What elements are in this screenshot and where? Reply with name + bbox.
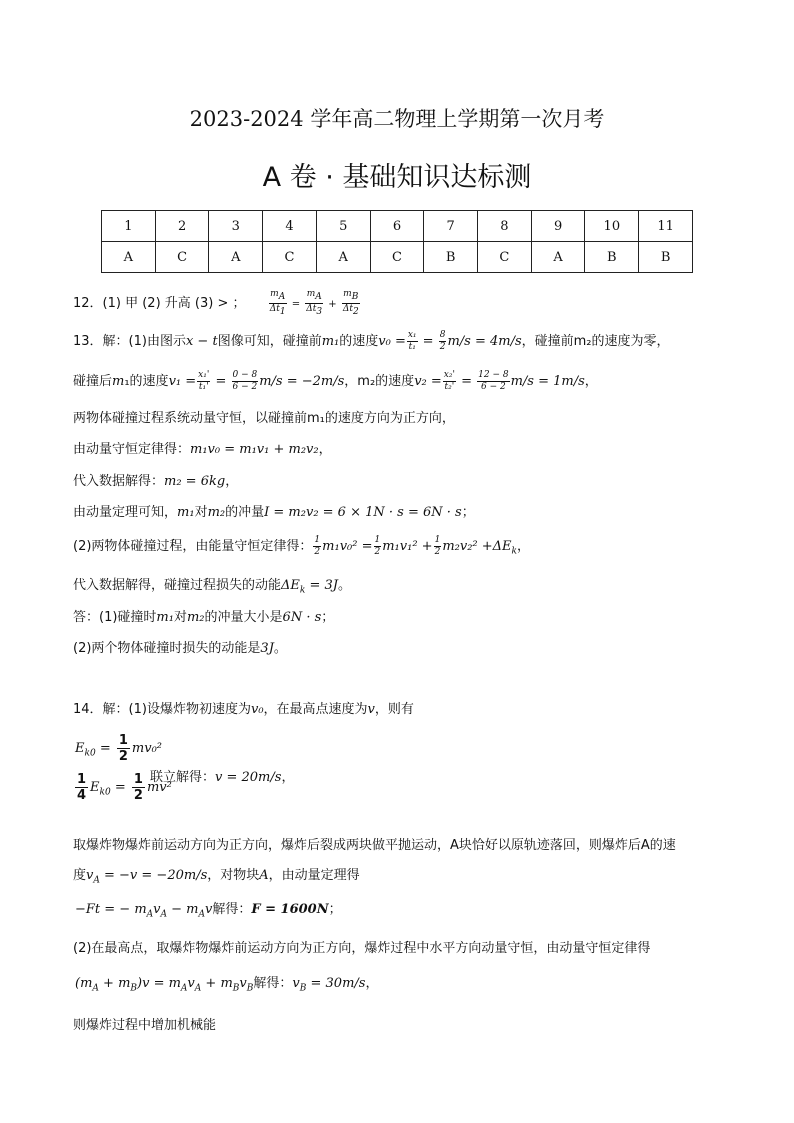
fraction: $\frac{1}{2}$ [434, 535, 441, 557]
math: m [112, 374, 125, 389]
math: = [110, 780, 130, 795]
question-number: 2 [155, 211, 209, 242]
fraction: $\frac{1}{2}$ [374, 535, 381, 557]
text: 代入数据解得，碰撞过程损失的动能 [73, 578, 282, 593]
math: − m [167, 902, 199, 917]
math: A [198, 909, 205, 920]
q12-line: 12．(1) 甲 (2) 升高 (3) > ； $\frac{m_A}{\Delta t_1}$ = $\frac{m_A}{\Delta t_3}$ + $\frac{m_B}{\Delta t_2}$ [73, 289, 359, 317]
question-number: 11 [639, 211, 693, 242]
math: m₁ [156, 610, 174, 625]
text: 的速度 [339, 334, 379, 349]
math: B [246, 983, 254, 994]
math: E [90, 780, 100, 795]
fraction: $\frac{\text{x₂'}}{\text{t₂'}}$ [443, 370, 455, 392]
math: mv² [146, 780, 172, 795]
math: v [205, 902, 213, 917]
math: v [153, 902, 161, 917]
q14-paragraph-4: (2)在最高点，取爆炸物爆炸前运动方向为正方向，爆炸过程中水平方向动量守恒，由动量守恒定律得 [73, 941, 651, 956]
fraction: $\frac{1}{4}$ [77, 772, 87, 803]
q13-line-6 [73, 501, 475, 520]
math: = [95, 741, 115, 756]
math: −Ft = − m [75, 902, 147, 917]
q13-line-7 [73, 535, 530, 558]
math: A [160, 909, 168, 920]
math: A [180, 983, 188, 994]
math: m/s = −2m/s [259, 374, 345, 389]
answer-letter: B [585, 242, 639, 273]
answer-table-number-row [102, 211, 693, 242]
q12-frac-3: $\frac{m_B}{\Delta t_2}$ [342, 289, 359, 317]
text: 由动量定理可知， [73, 505, 178, 520]
fraction: $\frac{1}{2}$ [133, 772, 143, 803]
math: v₀ = [378, 334, 406, 349]
math: m₁ [177, 505, 195, 520]
math: k0 [84, 748, 96, 759]
text: 的冲量 [225, 505, 265, 520]
q14-paragraph-1: 取爆炸物爆炸前运动方向为正方向，爆炸后裂成两块做平抛运动，A块恰好以原轨迹落回，则爆炸后A的速 [73, 838, 676, 853]
answer-letter: C [370, 242, 424, 273]
math: A [92, 983, 99, 994]
question-number: 1 [102, 211, 156, 242]
question-number: 3 [209, 211, 263, 242]
math: B [299, 983, 307, 994]
math: (m [75, 976, 93, 991]
math: m₁v₀ = m₁v₁ + m₂v₂ [190, 442, 319, 457]
text: 度 [73, 868, 87, 883]
math: m₂ [207, 505, 226, 520]
answer-letter: A [209, 242, 263, 273]
text: ， [225, 474, 239, 489]
question-number: 8 [478, 211, 532, 242]
q13-line-8 [73, 574, 351, 596]
fraction: $\frac{0 - 8}{6 - 2}$ [232, 370, 258, 392]
q13-line-2: 碰撞后m₁的速度v₁ = $\frac{\text{x₁'}}{\text{t₁'}}$ = $\frac{0 - 8}{6 - 2}$ m/s = −2m/s，m₂的速度v₂ = $\frac{\text{x₂'}}{\text{t₂'}}$ = $\frac{12 - 8}{6 - 2}$ m/s = 1m/s， [73, 370, 598, 392]
text: (2)两物体碰撞过程，由能量守恒定律得： [73, 539, 313, 554]
math: + m [98, 976, 131, 991]
text: 对 [194, 505, 208, 520]
math: v [86, 868, 94, 883]
q13-line-3: 两物体碰撞过程系统动量守恒，以碰撞前m₁的速度方向为正方向， [73, 411, 455, 426]
math: v = 20m/s [215, 770, 282, 785]
math: + m [201, 976, 233, 991]
text: 图像可知，碰撞前 [217, 334, 322, 349]
math: 3J [260, 641, 274, 656]
answer-letter: B [424, 242, 478, 273]
math: F = 1600N [251, 902, 329, 917]
answer-letter: B [639, 242, 693, 273]
text: ，在最高点速度为 [263, 702, 368, 717]
text: ， [517, 539, 531, 554]
math: v₁ = [168, 374, 197, 389]
math: m₂ = 6kg [164, 474, 226, 489]
text: ，对物块 [207, 868, 260, 883]
math: k [299, 585, 306, 596]
q13-line-9 [73, 606, 334, 625]
math: = 30m/s [306, 976, 366, 991]
text: 。 [273, 641, 287, 656]
text: ，碰撞前m₂的速度为零， [521, 334, 670, 349]
math: v [367, 702, 375, 717]
math: m₂v₂² +ΔE [442, 539, 512, 554]
math: m₁v₀² = [322, 539, 373, 554]
q12-frac-2: $\frac{m_A}{\Delta t_3}$ [306, 289, 323, 317]
math: A [146, 909, 154, 920]
math: ΔE [281, 578, 300, 593]
text: ， [318, 442, 332, 457]
text: ，由动量定理得 [268, 868, 360, 883]
math: m₂ [186, 610, 205, 625]
text: ， [584, 374, 598, 389]
text: ，则有 [374, 702, 414, 717]
math: v [292, 976, 300, 991]
answer-letter: A [316, 242, 370, 273]
answer-letter: A [531, 242, 585, 273]
q14-joint-solution [150, 766, 294, 785]
document-title: 2023-2024 学年高二物理上学期第一次月考 [189, 107, 605, 131]
answer-letter: C [263, 242, 317, 273]
text: (2)两个物体碰撞时损失的动能是 [73, 641, 261, 656]
q14-paragraph-3 [75, 898, 342, 920]
math: mv₀² [131, 741, 163, 756]
math: v₀ [250, 702, 264, 717]
math: = −v = −20m/s [99, 868, 208, 883]
math: B [232, 983, 240, 994]
text: 代入数据解得： [73, 474, 165, 489]
text: ； [461, 505, 475, 520]
text: 联立解得： [150, 770, 216, 785]
q12-frac-1: $\frac{m_A}{\Delta t_1}$ [269, 289, 286, 317]
math: A [194, 983, 202, 994]
q14-paragraph-5 [75, 972, 378, 994]
question-number: 9 [531, 211, 585, 242]
math: x − t [185, 334, 218, 349]
q14-equation-1 [75, 733, 162, 764]
answer-letter: A [102, 242, 156, 273]
math: I = m₂v₂ = 6 × 1N · s = 6N · s [264, 505, 462, 520]
math: B [130, 983, 138, 994]
q14-paragraph-2 [73, 864, 360, 886]
question-number: 4 [263, 211, 317, 242]
math: k0 [99, 787, 111, 798]
math: A [259, 868, 269, 883]
q14-paragraph-6: 则爆炸过程中增加机械能 [73, 1018, 217, 1033]
text: 解得： [212, 902, 252, 917]
text: 。 [338, 578, 352, 593]
question-number: 7 [424, 211, 478, 242]
fraction: $\frac{1}{2}$ [314, 535, 321, 557]
text: ， [281, 770, 295, 785]
math: E [75, 741, 85, 756]
text: 14．解：(1)设爆炸物初速度为 [73, 702, 251, 717]
math: v [239, 976, 247, 991]
question-number: 10 [585, 211, 639, 242]
document-subtitle: A 卷 · 基础知识达标测 [262, 162, 532, 193]
fraction: $\frac{1}{2}$ [118, 733, 128, 764]
answer-letter: C [155, 242, 209, 273]
text: 解得： [253, 976, 293, 991]
q12-answers: 12．(1) 甲 (2) 升高 (3) > ； [73, 295, 246, 311]
fraction: $\frac{\text{x₁}}{\text{t₁}}$ [407, 330, 417, 352]
math: = 3J [305, 578, 339, 593]
question-number: 6 [370, 211, 424, 242]
q13-line-5 [73, 470, 238, 489]
text: ，m₂的速度 [344, 374, 415, 389]
text: 的冲量大小是 [204, 610, 283, 625]
text: 13．解：(1)由图示 [73, 334, 186, 349]
math: m₁ [321, 334, 340, 349]
answer-letter: C [478, 242, 532, 273]
math: 6N · s [282, 610, 322, 625]
math: k [511, 546, 517, 557]
q13-line-4 [73, 438, 332, 457]
text: 由动量守恒定律得： [73, 442, 191, 457]
q14-line-1 [73, 698, 414, 717]
text: ， [365, 976, 379, 991]
fraction: $\frac{12 - 8}{6 - 2}$ [478, 370, 509, 392]
text: 对 [173, 610, 187, 625]
math: v₂ = [414, 374, 442, 389]
math: A [93, 875, 100, 886]
text: ； [328, 902, 342, 917]
math: v [187, 976, 195, 991]
text: 答：(1)碰撞时 [73, 610, 157, 625]
text: ； [321, 610, 335, 625]
answer-table-answer-row [102, 242, 693, 273]
text: 碰撞后 [73, 374, 113, 389]
fraction: $\frac{\text{x₁'}}{\text{t₁'}}$ [198, 370, 210, 392]
math: m/s = 1m/s [510, 374, 585, 389]
question-number: 5 [316, 211, 370, 242]
text: ₁的速度 [124, 374, 169, 389]
math: )v = m [137, 976, 181, 991]
fraction: $\frac{8}{2}$ [439, 330, 446, 352]
math: m₁v₁² + [382, 539, 433, 554]
q13-line-1: 13．解：(1)由图示x − t图像可知，碰撞前m₁的速度v₀ = $\frac{\text{x₁}}{\text{t₁}}$ = $\frac{8}{2}$ m/s = 4m/s，碰撞前m₂的速度为零， [73, 330, 670, 352]
q13-line-10 [73, 637, 287, 656]
answer-table [101, 210, 693, 273]
math: m/s = 4m/s [447, 334, 522, 349]
